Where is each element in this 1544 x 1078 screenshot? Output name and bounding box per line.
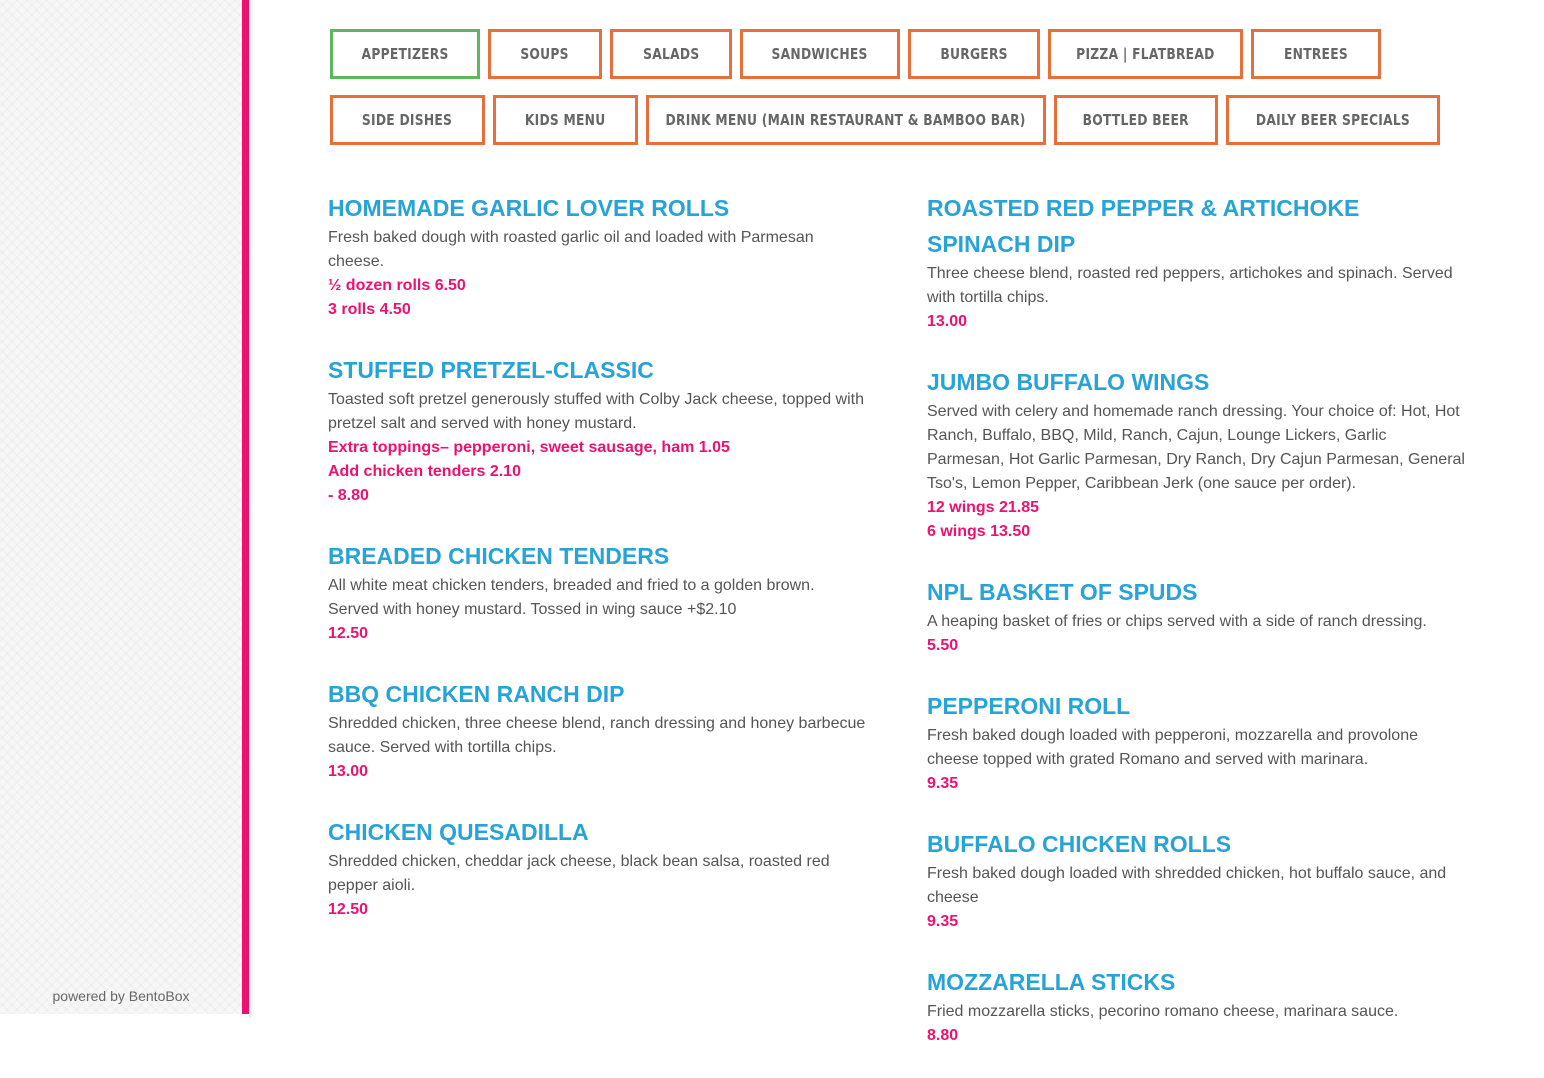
- sidebar-shadow: [249, 0, 255, 1018]
- menu-item: [927, 574, 1467, 658]
- tab-bottled-beer[interactable]: [1054, 95, 1218, 145]
- item-title: MOZZARELLA STICKS: [927, 969, 1176, 995]
- item-title: ROASTED RED PEPPER & ARTICHOKE SPINACH DIP: [927, 195, 1360, 257]
- tab-side-dishes[interactable]: [330, 95, 485, 145]
- tab-label: DAILY BEER SPECIALS: [1255, 111, 1411, 129]
- menu-item: [328, 676, 868, 784]
- item-title: BBQ CHICKEN RANCH DIP: [328, 681, 625, 707]
- item-description: Fresh baked dough loaded with shredded chicken, hot buffalo sauce, and cheese: [927, 865, 1447, 906]
- menu-item: [328, 814, 868, 922]
- item-price: 12.50: [328, 901, 369, 918]
- tab-sandwiches[interactable]: [740, 29, 900, 79]
- tab-burgers[interactable]: [908, 29, 1040, 79]
- item-description: A heaping basket of fries or chips served with a side of ranch dressing.: [927, 613, 1427, 630]
- item-price: 8.80: [927, 1027, 959, 1044]
- tab-label: BOTTLED BEER: [1082, 111, 1190, 129]
- item-description: Shredded chicken, cheddar jack cheese, black bean salsa, roasted red pepper aioli.: [328, 853, 830, 894]
- tab-label: SIDE DISHES: [362, 111, 453, 129]
- tab-label: KIDS MENU: [525, 111, 606, 129]
- item-description: Shredded chicken, three cheese blend, ranch dressing and honey barbecue sauce. Served with tortilla chips.: [328, 715, 866, 756]
- item-price: 5.50: [927, 637, 959, 654]
- item-description: Fried mozzarella sticks, pecorino romano cheese, marinara sauce.: [927, 1003, 1399, 1020]
- item-description: Three cheese blend, roasted red peppers, artichokes and spinach. Served with tortilla chips.: [927, 265, 1453, 306]
- item-description: All white meat chicken tenders, breaded and fried to a golden brown. Served with honey mustard. Tossed in wing sauce +$2.10: [328, 577, 815, 618]
- tab-label: SANDWICHES: [771, 45, 869, 63]
- item-title: BREADED CHICKEN TENDERS: [328, 543, 670, 569]
- nav-row-1: [330, 29, 1480, 79]
- item-price: 9.35: [927, 775, 959, 792]
- tab-label: APPETIZERS: [361, 45, 449, 63]
- menu-column-left: [328, 190, 868, 952]
- item-description: Fresh baked dough loaded with pepperoni, mozzarella and provolone cheese topped with grated Romano and served with marinara.: [927, 727, 1418, 768]
- item-price: 9.35: [927, 913, 959, 930]
- menu-item: [328, 538, 868, 646]
- nav-row-2: [330, 95, 1480, 145]
- tab-label: DRINK MENU (MAIN RESTAURANT & BAMBOO BAR): [665, 111, 1027, 129]
- item-price: Add chicken tenders 2.10: [328, 463, 521, 480]
- menu-item: [927, 826, 1467, 934]
- tab-label: PIZZA | FLATBREAD: [1076, 45, 1215, 63]
- menu-item: [328, 352, 868, 508]
- menu-item: [927, 190, 1467, 334]
- item-price: 13.00: [927, 313, 968, 330]
- tab-pizza-flatbread[interactable]: [1048, 29, 1243, 79]
- item-title: HOMEMADE GARLIC LOVER ROLLS: [328, 195, 730, 221]
- item-title: JUMBO BUFFALO WINGS: [927, 369, 1210, 395]
- item-description: Toasted soft pretzel generously stuffed with Colby Jack cheese, topped with pretzel salt and served with honey mustard.: [328, 391, 865, 432]
- item-title: BUFFALO CHICKEN ROLLS: [927, 831, 1232, 857]
- item-description: Served with celery and homemade ranch dressing. Your choice of: Hot, Hot Ranch, Buffalo, BBQ, Mild, Ranch, Cajun, Lounge Lickers, Garlic Parmesan, Hot Garlic Parmesan, Dry Ranch, Dry Cajun Parmesan, General Tso's, Lemon Pepper, Caribbean Jerk (one sauce per order).: [927, 403, 1465, 492]
- item-price: 13.00: [328, 763, 369, 780]
- tab-soups[interactable]: [488, 29, 602, 79]
- powered-by-link[interactable]: powered by BentoBox: [52, 988, 190, 1004]
- item-title: PEPPERONI ROLL: [927, 693, 1131, 719]
- item-price: 12 wings 21.85: [927, 499, 1040, 516]
- tab-drink-menu[interactable]: [646, 95, 1046, 145]
- item-title: NPL BASKET OF SPUDS: [927, 579, 1198, 605]
- sidebar-accent-border: [242, 0, 249, 1014]
- item-price: 12.50: [328, 625, 369, 642]
- item-price: 3 rolls 4.50: [328, 301, 411, 318]
- menu-category-nav: [330, 29, 1480, 161]
- tab-entrees[interactable]: [1251, 29, 1381, 79]
- menu-item: [927, 964, 1467, 1048]
- item-title: CHICKEN QUESADILLA: [328, 819, 589, 845]
- item-description: Fresh baked dough with roasted garlic oil and loaded with Parmesan cheese.: [328, 229, 814, 270]
- item-price: ½ dozen rolls 6.50: [328, 277, 466, 294]
- tab-label: SOUPS: [520, 45, 570, 63]
- menu-item: [927, 688, 1467, 796]
- tab-appetizers[interactable]: [330, 29, 480, 79]
- tab-label: ENTREES: [1284, 45, 1348, 63]
- menu-column-right: [927, 190, 1467, 1078]
- item-price: Extra toppings– pepperoni, sweet sausage, ham 1.05: [328, 439, 730, 456]
- tab-salads[interactable]: [610, 29, 732, 79]
- menu-item: [927, 364, 1467, 544]
- menu-item: [328, 190, 868, 322]
- item-price: 6 wings 13.50: [927, 523, 1031, 540]
- item-title: STUFFED PRETZEL-CLASSIC: [328, 357, 654, 383]
- item-price: - 8.80: [328, 487, 369, 504]
- tab-kids-menu[interactable]: [493, 95, 638, 145]
- sidebar: [0, 0, 242, 1014]
- tab-label: SALADS: [642, 45, 700, 63]
- tab-label: BURGERS: [940, 45, 1008, 63]
- tab-daily-beer-specials[interactable]: [1226, 95, 1440, 145]
